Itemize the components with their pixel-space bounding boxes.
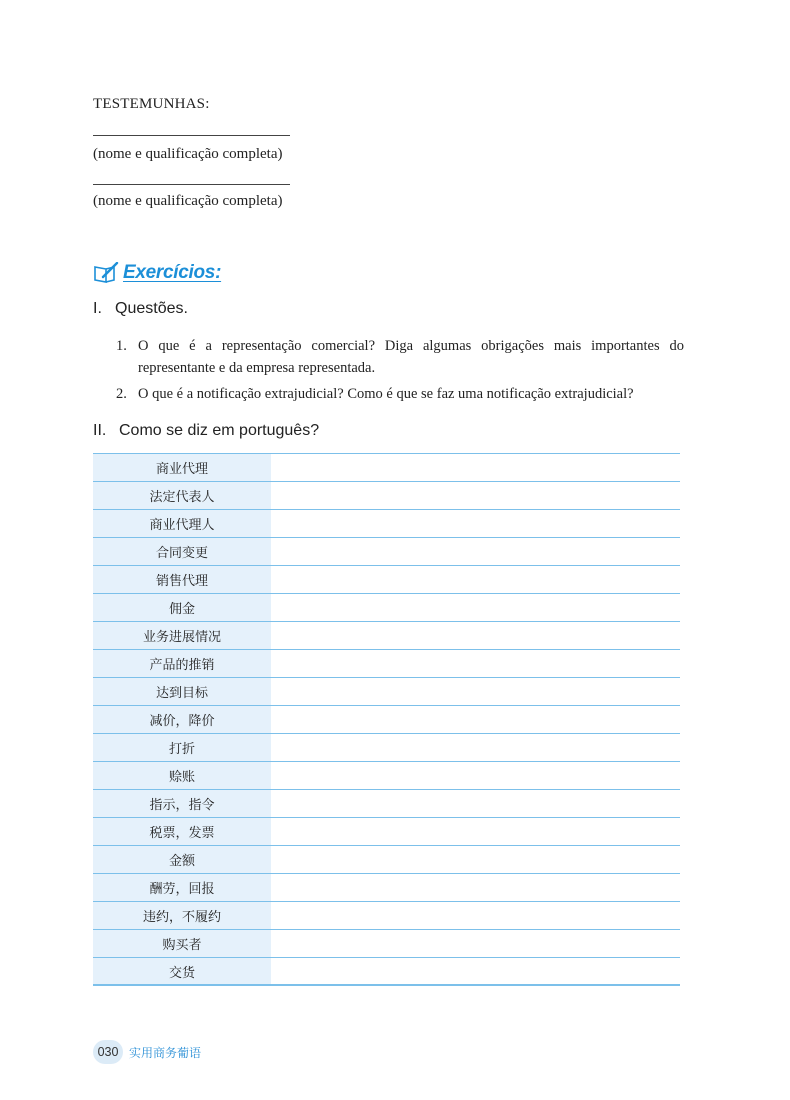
- section-1-number: I.: [93, 300, 102, 317]
- page-number: 030: [93, 1040, 123, 1064]
- table-row: [93, 958, 680, 986]
- table-row: [93, 902, 680, 930]
- table-row: [93, 510, 680, 538]
- term-cell: 佣金: [93, 594, 271, 621]
- answer-cell[interactable]: [271, 566, 680, 593]
- exercises-title: Exercícios:: [123, 262, 222, 283]
- answer-cell[interactable]: [271, 818, 680, 845]
- term-cell: 赊账: [93, 762, 271, 789]
- answer-cell[interactable]: [271, 734, 680, 761]
- answer-cell[interactable]: [271, 706, 680, 733]
- table-row: [93, 846, 680, 874]
- table-row: [93, 566, 680, 594]
- table-row: [93, 762, 680, 790]
- answer-cell[interactable]: [271, 622, 680, 649]
- term-cell: 减价，降价: [93, 706, 271, 733]
- table-row: [93, 454, 680, 482]
- page-footer: [93, 1040, 201, 1064]
- answer-cell[interactable]: [271, 538, 680, 565]
- table-row: [93, 594, 680, 622]
- answer-cell[interactable]: [271, 958, 680, 984]
- answer-cell[interactable]: [271, 650, 680, 677]
- term-cell: 业务进展情况: [93, 622, 271, 649]
- answer-cell[interactable]: [271, 510, 680, 537]
- term-cell: 交货: [93, 958, 271, 984]
- section-1-label: Questões.: [115, 300, 188, 317]
- term-cell: 销售代理: [93, 566, 271, 593]
- answer-cell[interactable]: [271, 594, 680, 621]
- section-2-title: [93, 422, 319, 440]
- answer-cell[interactable]: [271, 678, 680, 705]
- table-row: [93, 650, 680, 678]
- witness-caption-1: (nome e qualificação completa): [93, 146, 283, 162]
- question-number: 1.: [116, 338, 127, 354]
- term-cell: 指示，指令: [93, 790, 271, 817]
- table-row: [93, 818, 680, 846]
- table-row: [93, 734, 680, 762]
- question-text: O que é a representação comercial? Diga algumas obrigações mais importantes do representante e da empresa representada.: [138, 338, 684, 376]
- answer-cell[interactable]: [271, 874, 680, 901]
- table-row: [93, 930, 680, 958]
- term-cell: 产品的推销: [93, 650, 271, 677]
- term-cell: 打折: [93, 734, 271, 761]
- question-text: O que é a notificação extrajudicial? Como é que se faz uma notificação extrajudicial?: [138, 386, 634, 402]
- term-cell: 法定代表人: [93, 482, 271, 509]
- answer-cell[interactable]: [271, 482, 680, 509]
- term-cell: 达到目标: [93, 678, 271, 705]
- section-2-number: II.: [93, 422, 107, 439]
- answer-cell[interactable]: [271, 846, 680, 873]
- table-row: [93, 678, 680, 706]
- table-row: [93, 482, 680, 510]
- table-row: [93, 622, 680, 650]
- answer-cell[interactable]: [271, 790, 680, 817]
- answer-cell[interactable]: [271, 454, 680, 481]
- signature-line-1: [93, 135, 290, 136]
- term-cell: 酬劳，回报: [93, 874, 271, 901]
- vocabulary-table: [93, 453, 680, 986]
- witness-heading: TESTEMUNHAS:: [93, 96, 210, 112]
- term-cell: 购买者: [93, 930, 271, 957]
- term-cell: 金额: [93, 846, 271, 873]
- answer-cell[interactable]: [271, 930, 680, 957]
- answer-cell[interactable]: [271, 902, 680, 929]
- exercises-header: [93, 262, 221, 284]
- question-1: [116, 335, 684, 379]
- term-cell: 商业代理人: [93, 510, 271, 537]
- question-number: 2.: [116, 386, 127, 402]
- table-row: [93, 538, 680, 566]
- question-2: [116, 383, 684, 405]
- term-cell: 税票，发票: [93, 818, 271, 845]
- book-title: 实用商务葡语: [129, 1045, 202, 1060]
- term-cell: 违约，不履约: [93, 902, 271, 929]
- table-row: [93, 874, 680, 902]
- table-row: [93, 706, 680, 734]
- answer-cell[interactable]: [271, 762, 680, 789]
- section-2-label: Como se diz em português?: [119, 422, 320, 439]
- witness-caption-2: (nome e qualificação completa): [93, 193, 283, 209]
- table-row: [93, 790, 680, 818]
- term-cell: 商业代理: [93, 454, 271, 481]
- signature-line-2: [93, 184, 290, 185]
- section-1-title: [93, 300, 188, 318]
- pen-notebook-icon: [93, 262, 119, 284]
- term-cell: 合同变更: [93, 538, 271, 565]
